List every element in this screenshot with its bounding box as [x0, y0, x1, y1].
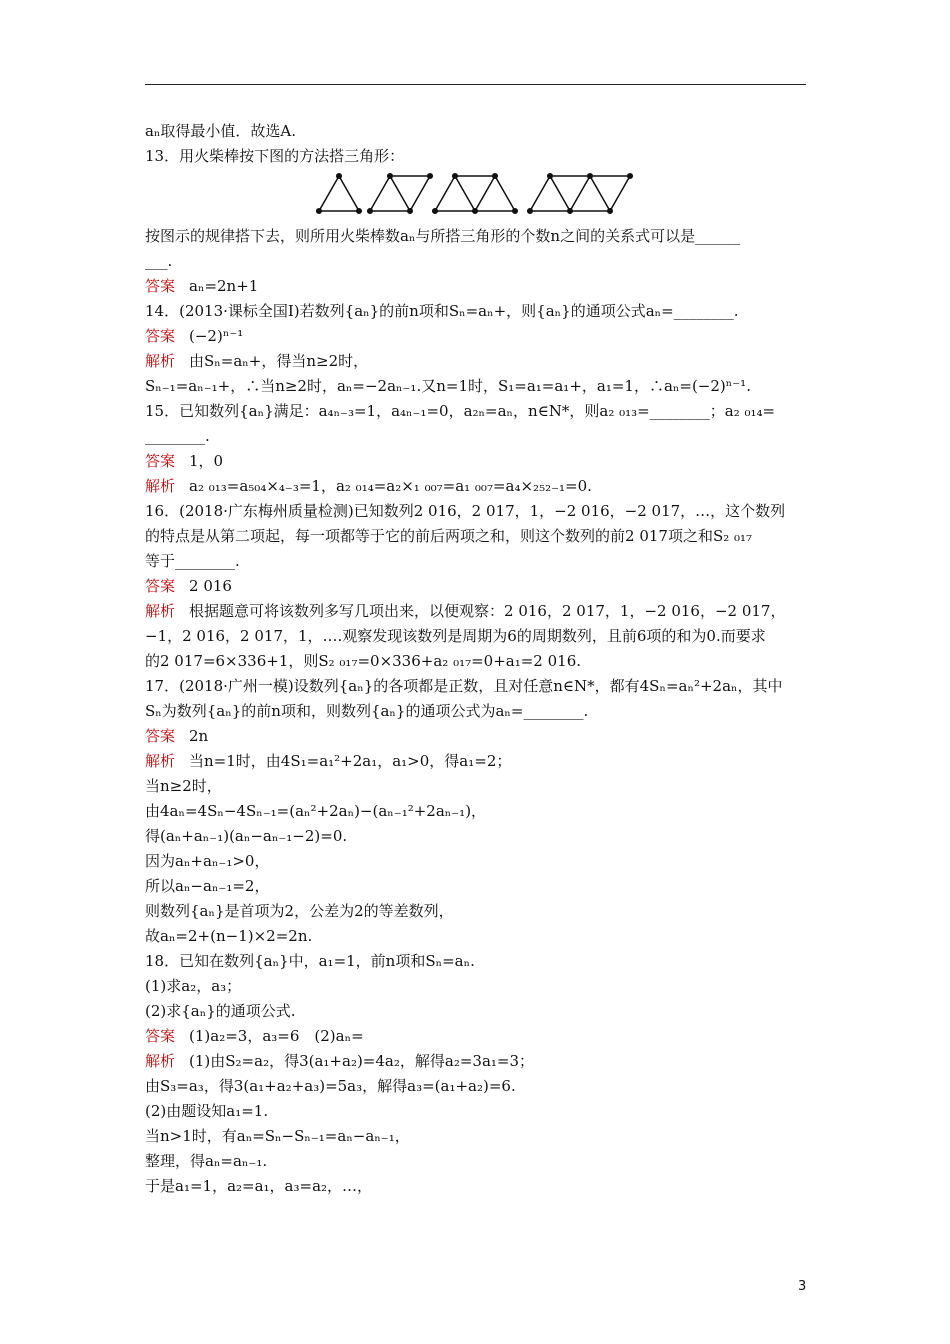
- text-line: [145, 651, 581, 671]
- text-line: [145, 276, 258, 296]
- text-line: [145, 526, 752, 546]
- line-text: aₙ取得最小值．故选A.: [145, 122, 297, 140]
- text-line: [145, 551, 240, 571]
- text-line: [145, 476, 592, 496]
- analysis-label: 解析: [145, 602, 176, 620]
- line-text: 1，0: [189, 452, 224, 470]
- line-text: 16．(2018·广东梅州质量检测)已知数列2 016，2 017，1，−2 016，−2 017，…，这个数列: [145, 502, 786, 520]
- line-text: 按图示的规律搭下去，则所用火柴棒数aₙ与所搭三角形的个数n之间的关系式可以是______: [145, 227, 741, 245]
- line-text: 13．用火柴棒按下图的方法搭三角形：: [145, 147, 405, 165]
- line-text: 由4aₙ=4Sₙ−4Sₙ₋₁=(aₙ²+2aₙ)−(aₙ₋₁²+2aₙ₋₁)，: [145, 802, 487, 820]
- line-text: 根据题意可将该数列多写几项出来，以便观察：2 016，2 017，1，−2 016，−2 017，: [189, 602, 786, 620]
- text-line: [145, 376, 751, 396]
- text-line: [145, 426, 210, 446]
- line-text: 由S₃=a₃，得3(a₁+a₂+a₃)=5a₃，解得a₃=(a₁+a₂)=6.: [145, 1077, 516, 1095]
- line-text: 18．已知在数列{aₙ}中，a₁=1，前n项和Sₙ=aₙ.: [145, 952, 475, 970]
- page-number: 3: [798, 1279, 807, 1294]
- answer-label: 答案: [145, 577, 176, 595]
- line-text: Sₙ为数列{aₙ}的前n项和，则数列{aₙ}的通项公式为aₙ=________.: [145, 702, 589, 720]
- text-line: [145, 901, 454, 921]
- text-line: [145, 876, 269, 896]
- text-line: [145, 676, 783, 696]
- text-line: [145, 951, 475, 971]
- line-text: a₂ ₀₁₃=a₅₀₄×₄₋₃=1，a₂ ₀₁₄=a₂×₁ ₀₀₇=a₁ ₀₀₇=a₄×₂₅₂₋₁=0.: [189, 477, 592, 495]
- header-rule: [145, 84, 806, 85]
- text-line: [145, 626, 766, 646]
- text-line: [145, 146, 404, 166]
- line-text: 于是a₁=1，a₂=a₁，a₃=a₂，…，: [145, 1177, 373, 1195]
- text-line: [145, 451, 223, 471]
- text-line: [145, 701, 588, 721]
- answer-label: 答案: [145, 452, 176, 470]
- line-text: 的2 017=6×336+1，则S₂ ₀₁₇=0×336+a₂ ₀₁₇=0+a₁=2 016.: [145, 652, 582, 670]
- text-line: [145, 326, 243, 346]
- text-line: [145, 801, 486, 821]
- line-text: Sₙ₋₁=aₙ₋₁+，∴当n≥2时，aₙ=−2aₙ₋₁.又n=1时，S₁=a₁=a₁+，a₁=1，∴aₙ=(−2)ⁿ⁻¹.: [145, 377, 751, 395]
- line-text: 所以aₙ−aₙ₋₁=2，: [145, 877, 270, 895]
- line-text: 15．已知数列{aₙ}满足：a₄ₙ₋₃=1，a₄ₙ₋₁=0，a₂ₙ=aₙ，n∈N*，则a₂ ₀₁₃=________；a₂ ₀₁₄=: [145, 402, 776, 420]
- line-text: 当n=1时，由4S₁=a₁²+2a₁，a₁>0，得a₁=2；: [189, 752, 512, 770]
- line-text: 的特点是从第二项起，每一项都等于它的前后两项之和，则这个数列的前2 017项之和S₂ ₀₁₇: [145, 527, 753, 545]
- answer-label: 答案: [145, 727, 176, 745]
- text-line: [145, 976, 241, 996]
- text-line: [145, 226, 740, 246]
- line-text: 2 016: [189, 577, 232, 595]
- text-line: [145, 401, 775, 421]
- text-line: [145, 726, 208, 746]
- analysis-label: 解析: [145, 752, 176, 770]
- line-text: 整理，得aₙ=aₙ₋₁.: [145, 1152, 268, 1170]
- line-text: (1)由S₂=a₂，得3(a₁+a₂)=4a₂，解得a₂=3a₁=3；: [189, 1052, 535, 1070]
- text-line: [145, 1001, 296, 1021]
- text-line: [145, 1126, 410, 1146]
- text-line: [145, 601, 785, 621]
- text-line: [145, 301, 738, 321]
- text-line: [145, 576, 232, 596]
- line-text: 当n≥2时，: [145, 777, 222, 795]
- matchstick-triangles-figure: [316, 171, 641, 215]
- line-text: (1)a₂=3，a₃=6 (2)aₙ=: [189, 1027, 364, 1045]
- answer-label: 答案: [145, 327, 176, 345]
- line-text: aₙ=2n+1: [189, 277, 259, 295]
- line-text: 等于________.: [145, 552, 240, 570]
- line-text: 则数列{aₙ}是首项为2，公差为2的等差数列，: [145, 902, 454, 920]
- line-text: (1)求a₂，a₃；: [145, 977, 242, 995]
- text-line: [145, 251, 172, 271]
- analysis-label: 解析: [145, 352, 176, 370]
- line-text: 得(aₙ+aₙ₋₁)(aₙ−aₙ₋₁−2)=0.: [145, 827, 348, 845]
- text-line: [145, 501, 785, 521]
- line-text: 当n>1时，有aₙ=Sₙ−Sₙ₋₁=aₙ−aₙ₋₁，: [145, 1127, 410, 1145]
- line-text: (2)由题设知a₁=1.: [145, 1102, 269, 1120]
- text-line: [145, 121, 296, 141]
- text-line: [145, 926, 312, 946]
- text-line: [145, 751, 511, 771]
- line-text: 由Sₙ=aₙ+，得当n≥2时，: [189, 352, 369, 370]
- text-line: [145, 1151, 267, 1171]
- text-line: [145, 1176, 372, 1196]
- line-text: 因为aₙ+aₙ₋₁>0，: [145, 852, 270, 870]
- text-line: [145, 1101, 268, 1121]
- text-line: [145, 776, 222, 796]
- line-text: −1，2 016，2 017，1，….观察发现该数列是周期为6的周期数列，且前6项的和为0.而要求: [145, 627, 766, 645]
- line-text: 故aₙ=2+(n−1)×2=2n.: [145, 927, 313, 945]
- line-text: 2n: [189, 727, 209, 745]
- line-text: 17．(2018·广州一模)设数列{aₙ}的各项都是正数，且对任意n∈N*，都有4Sₙ=aₙ²+2aₙ，其中: [145, 677, 783, 695]
- answer-label: 答案: [145, 277, 176, 295]
- line-text: (−2)ⁿ⁻¹: [189, 327, 244, 345]
- analysis-label: 解析: [145, 1052, 176, 1070]
- line-text: ________.: [145, 427, 210, 445]
- text-line: [145, 851, 269, 871]
- line-text: 14．(2013·课标全国Ⅰ)若数列{aₙ}的前n项和Sₙ=aₙ+，则{aₙ}的通项公式aₙ=________.: [145, 302, 739, 320]
- text-line: [145, 1051, 534, 1071]
- text-line: [145, 826, 347, 846]
- text-line: [145, 1076, 516, 1096]
- line-text: (2)求{aₙ}的通项公式.: [145, 1002, 296, 1020]
- answer-label: 答案: [145, 1027, 176, 1045]
- text-line: [145, 351, 368, 371]
- line-text: ___.: [145, 252, 173, 270]
- analysis-label: 解析: [145, 477, 176, 495]
- text-line: [145, 1026, 364, 1046]
